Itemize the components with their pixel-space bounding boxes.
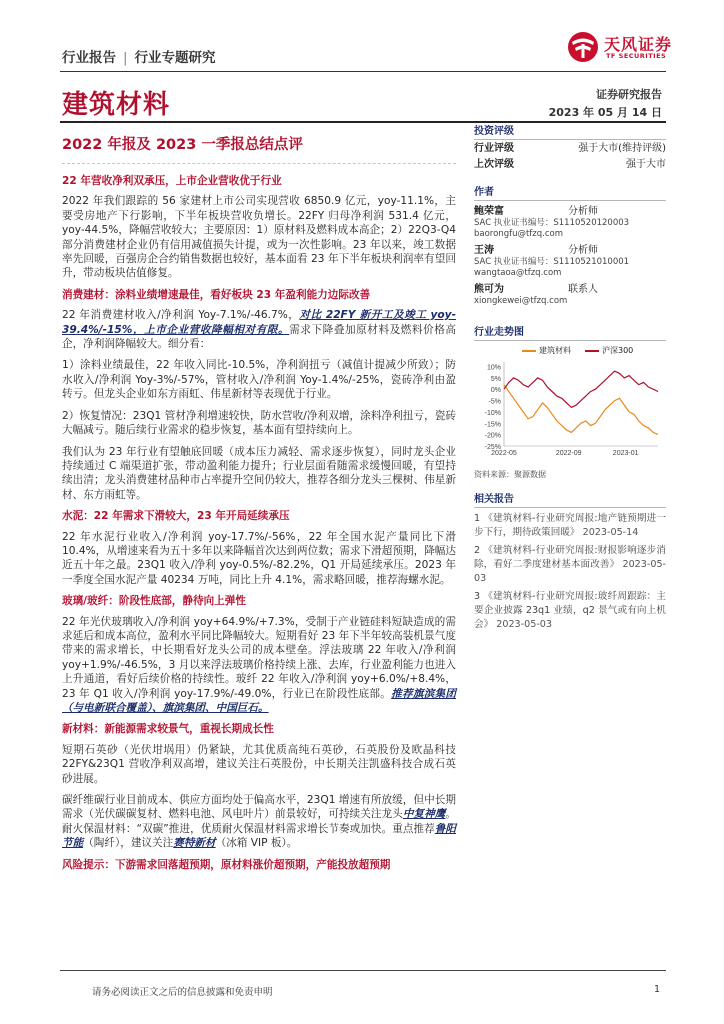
chart-legend [522,345,666,356]
author-email[interactable]: xiongkewei@tfzq.com [474,296,568,306]
chart-source: 资料来源：聚源数据 [474,470,546,479]
y-tick-label: -15% [484,421,501,429]
author-role: 分析师 [568,206,598,217]
previous-rating-row [474,157,666,173]
header-rule [60,71,666,72]
paragraph [62,615,456,716]
logo-mark-icon [566,30,600,64]
section-heading: 新材料：新能源需求较景气，重视长期成长性 [62,723,274,736]
related-report-item[interactable] [474,512,666,540]
y-tick-label: 0% [490,387,501,395]
report-title: 2022 年报及 2023 一季报总结点评 [62,132,456,164]
main-content [62,124,456,878]
related-report-number: 1 [474,513,481,524]
author [474,244,666,279]
section-heading: 22 年营收净利双承压，上市企业营收优于行业 [62,175,282,187]
author [474,205,666,240]
legend-swatch [585,350,599,352]
text-span: 需求下降叠加原材料及燃料价格高企，净利润降幅较大。细分看： [62,323,457,351]
sidebar [474,124,666,636]
related-report-item[interactable] [474,590,666,632]
report-category [62,46,216,66]
y-tick-label: -5% [488,398,501,406]
highlight-text: 赛特新材 [173,837,216,850]
logo-text: 天风证券 [604,35,673,54]
industry-name: 建筑材料 [62,90,171,120]
section-heading: 水泥：22 年需求下滑较大，23 年开局延续承压 [62,510,290,523]
x-tick-label: 2023-01 [612,450,639,457]
y-tick-label: -25% [484,444,501,451]
author-role: 联系人 [568,284,598,295]
author-role: 分析师 [568,245,598,256]
author-email[interactable]: baorongfu@tfzq.com [474,229,564,239]
x-tick-label: 2022-09 [555,450,582,457]
text-span: 22 年消费建材收入/净利润 Yoy-7.1%/-46.7%， [62,309,300,322]
series-line [504,385,658,435]
related-report-number: 2 [474,545,481,556]
related-report-title: 《建筑材料-行业研究周报:地产链预期进一步下行，期待政策回暖》 [474,513,666,538]
title-rule [60,121,666,123]
author-cert: SAC 执业证书编号：S1110521010001 [474,257,630,267]
related-report-title: 《建筑材料-行业研究周报:财报影响逐步消除，看好二季度建材基本面改善》 [474,545,666,570]
author-cert: SAC 执业证书编号：S1110520120003 [474,218,630,228]
author-email[interactable]: wangtaoa@tfzq.com [474,268,562,278]
page-number: 1 [654,984,661,995]
y-tick-label: -10% [484,409,501,417]
rating-value: 强于大市(维持评级) [578,143,666,154]
related-report-date: 2023-05-14 [582,527,639,538]
rating-label: 行业评级 [474,143,514,154]
report-subkind: 行业专题研究 [134,50,216,66]
legend-item [522,345,571,356]
related-report-title: 《建筑材料-行业研究周报:玻纤周跟踪：主要企业披露 23q1 业绩，q2 景气或有向上机会》 [474,591,666,630]
paragraph [62,308,456,351]
report-kind: 行业报告 [62,50,116,66]
paragraph: 2022 年我们跟踪的 56 家建材上市公司实现营收 6850.9 亿元，yoy-11.1%，主要受房地产下行影响，下半年板块营收负增长。22FY 归母净利润 531.4 亿元，yoy-44.5%，降幅营收较大；主要原因：1）原材料及燃料成本高企；2）22Q3-Q4 部分消费建材企业仍有信用减值损失计提，或为一次性影响。23 年以来，竣工数据率先回暖，百强房企合约销售数据也较好，基本面看 23 年下半年板块利润率有望回升，带动板块估值修复。 [62,195,456,280]
highlight-text: 鲁阳节能 [62,822,456,850]
related-report-item[interactable] [474,544,666,586]
highlight-text: 对比 22FY 新开工及竣工 yoy-39.4%/-15%，上市企业营收降幅相对有限。 [62,309,456,336]
highlight-text: 推荐旗滨集团（与电新联合覆盖）、旗滨集团、中国巨石。 [62,687,457,714]
rating-row [474,141,666,157]
related-report-date: 2023-05-03 [474,559,667,584]
y-tick-label: -20% [484,432,501,440]
author-name: 王涛 [474,245,494,256]
trend-chart [474,356,666,464]
logo-text-en: TF SECURITIES [606,52,667,60]
previous-rating-value: 强于大市 [626,159,666,170]
legend-label: 建筑材料 [539,346,571,355]
legend-item [585,345,633,356]
related-report-number: 3 [474,591,481,602]
author-name: 熊可为 [474,284,504,295]
paragraph [62,793,456,851]
text-span: 。耐火保温材料：“双碳”推进，优质耐火保温材料需求增长节奏或加快。重点推荐 [62,808,457,835]
text-span: 碳纤维碳行业目前成本、供应方面均处于偏高水平，23Q1 增速有所放缓，但中长期需求（光伏碳碳复材、燃料电池、风电叶片）前景较好，可持续关注龙头 [62,794,456,821]
report-type: 证券研究报告 [596,88,662,101]
section-heading: 玻璃/玻纤：阶段性底部，静待向上弹性 [62,595,246,608]
tf-securities-logo [566,30,676,68]
disclaimer: 请务必阅读正文之后的信息披露和免责申明 [92,987,273,998]
paragraph: 1）涂料业绩最佳，22 年收入同比-10.5%，净利润扭亏（减值计提减少所致）；防水收入/净利润 Yoy-3%/-57%，管材收入/净利润 Yoy-1.4%/-25%，瓷砖净利由盈转亏。但龙头企业如东方雨虹、伟星新材等表现优于行业。 [62,359,456,401]
footer-rule [60,970,666,971]
section-heading: 消费建材：涂料业绩增速最佳，看好板块 23 年盈利能力边际改善 [62,288,371,301]
report-date: 2023 年 05 月 14 日 [548,106,662,119]
author [474,283,666,307]
author-name: 鲍荣富 [474,206,504,217]
text-span: 22 年光伏玻璃收入/净利润 yoy+64.9%/+7.3%，受制于产业链硅料短缺造成的需求延后和成本高位，盈利水平同比降幅较大。短期看好 23 年下半年较高装机景气度带来的需求增长，中长期看好龙头公司的成本壁垒。浮法玻璃 22 年收入/净利润 yoy+1.9%/-46.5%，3 月以来浮法玻璃价格持续上涨、去库，行业盈利能力也进入上升通道，看好后续价格的持续性。玻纤 22 年收入/净利润 yoy+6.0%/+8.4%，23 年 Q1 收入/净利润 yoy-17.9%/-49.0%，行业已在阶段性底部。 [62,615,456,700]
paragraph: 短期石英砂（光伏坩埚用）仍紧缺，尤其优质高纯石英砂，石英股份及欧晶科技 22FY&23Q1 营收净利双高增，建议关注石英股份，中长期关注凯盛科技合成石英砂进展。 [62,743,456,785]
series-line [504,371,658,407]
x-tick-label: 2022-05 [491,450,517,457]
paragraph: 我们认为 23 年行业有望触底回暖（成本压力减轻、需求逐步恢复），同时龙头企业持续通过 C 端渠道扩张，带动盈利能力提升；行业层面看随需求缓慢回暖，有望持续出清；龙头消费建材品种市占率提升空间仍较大，推荐各细分龙头三棵树、伟星新材、东方雨虹等。 [62,445,456,501]
y-tick-label: 5% [490,375,501,383]
y-tick-label: 10% [486,364,501,372]
text-span: （陶纤），建议关注 [83,837,174,850]
authors-section-title: 作者 [474,185,666,201]
previous-rating-label: 上次评级 [474,159,514,170]
rating-section-title: 投资评级 [474,124,666,140]
header-separator: | [123,50,128,66]
paragraph: 22 年水泥行业收入/净利润 yoy-17.7%/-56%，22 年全国水泥产量同比下滑 10.4%，从增速来看为五十多年以来降幅首次达到两位数；需求下滑超预期，降幅达近五十年之最。23Q1 收入/净利 yoy-0.5%/-82.2%，Q1 开局延续承压。2023 年一季度全国水泥产量 40234 万吨，同比上升 4.1%，需求略回暖，推荐海螺水泥。 [62,530,456,586]
trend-section-title: 行业走势图 [474,325,666,341]
highlight-text: 中复神鹰 [402,808,446,821]
paragraph: 2）恢复情况：23Q1 管材净利增速较快，防水营收/净利双增，涂料净利扭亏，瓷砖大幅减亏。随后续行业需求的稳步恢复，基本面有望持续向上。 [62,409,456,437]
legend-swatch [522,350,536,352]
related-report-date: 2023-05-03 [496,619,553,630]
legend-label: 沪深300 [602,346,634,355]
risk-warning: 风险提示：下游需求回落超预期，原材料涨价超预期，产能投放超预期 [62,858,391,871]
related-section-title: 相关报告 [474,492,666,508]
text-span: （冰箱 VIP 板）。 [215,837,298,850]
